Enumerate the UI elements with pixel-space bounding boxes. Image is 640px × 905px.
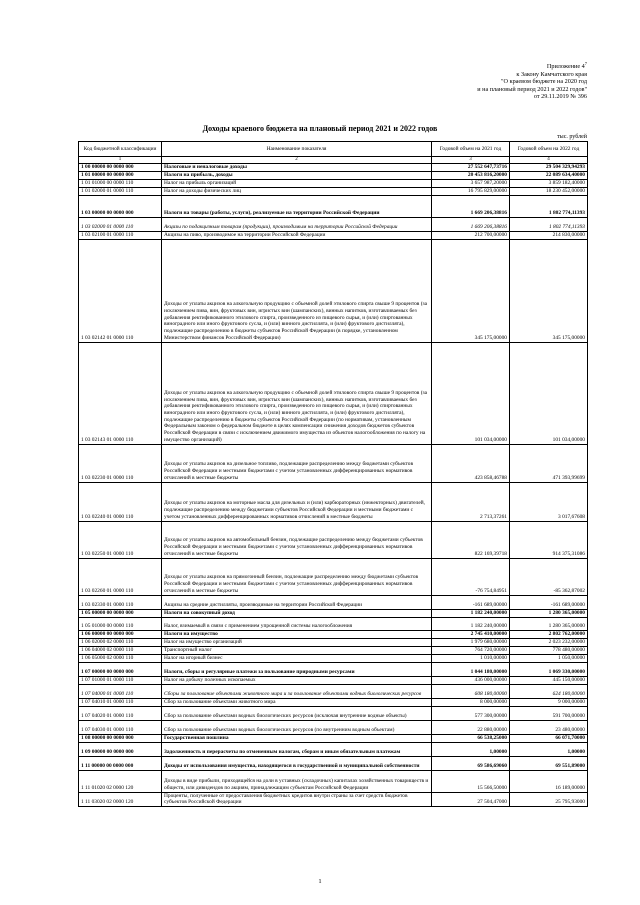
column-header-name: Наименование показателя [162,142,432,157]
row-name: Налоги, сборы и регулярные платежи за пользование природными ресурсами [162,662,432,676]
row-code: 1 07 04000 01 0000 110 [79,684,162,698]
table-row [79,195,588,217]
appendix-line-5: от 29.11.2019 № 396 [533,93,587,101]
row-value-2022: 1 069 330,00000 [510,662,588,676]
row-value-2022: 1 050,00000 [510,654,588,662]
row-code: 1 01 01000 00 0000 110 [79,179,162,187]
row-value-2021: 577 300,00000 [432,706,510,720]
row-name: Сбор за пользование объектами животного мира [162,698,432,706]
row-code: 1 01 02000 01 0000 110 [79,187,162,195]
row-name: Транспортный налог [162,646,432,654]
row-name: Сбор за пользование объектами водных биологических ресурсов (по внутренним водным объектам) [162,720,432,734]
row-value-2021: 22 880,00000 [432,720,510,734]
table-row [79,171,588,179]
table-row [79,617,588,630]
row-name: Доходы от уплаты акцизов на алкогольную продукцию с объемной долей этилового спирта свыше 9 процентов (за исключением пива, вин, фруктовых вин, игристых вин (шампанских), винных напитков, изготавливаемых без добавления ректификованного этилового спирта, произведенного из пищевого сырья, и (или) спиртованных виноградного или иного фруктового сусла, и (или) винного дистиллята, и (или) фруктового дистиллята), подлежащие распределению в бюджеты субъектов Российской Федерации (по нормативам, установленным Федеральным законом о федеральном бюджете в целях компенсации снижения доходов бюджетов субъектов Российской Федерации в связи с исключением движимого имущества из объектов налогообложения по налогу на имущество организаций) [162,342,432,444]
row-name: Доходы от уплаты акцизов на прямогонный бензин, подлежащие распределению между бюджетами субъектов Российской Федерации и местными бюджетами с учетом установленных дифференцированных нормативов отчислений в местные бюджеты [162,558,432,595]
table-row [79,684,588,698]
row-value-2022: 3 017,67608 [510,482,588,521]
column-index: 1 [79,157,162,164]
row-code: 1 03 02230 01 0000 110 [79,444,162,482]
column-header-2022: Годовой объем на 2022 год [510,142,588,157]
row-value-2021: 15 566,50000 [432,770,510,792]
column-header-2021: Годовой объем на 2021 год [432,142,510,157]
appendix-line-4: и на плановый период 2021 и 2022 годов" [477,85,587,93]
row-code: 1 03 02142 01 0000 110 [79,239,162,342]
row-value-2021: 20 453 816,20000 [432,171,510,179]
row-code: 1 07 04020 01 0000 110 [79,706,162,720]
row-value-2021: 1,00000 [432,742,510,756]
table-body [79,163,588,806]
row-value-2021: -161 689,00000 [432,595,510,609]
row-name: Налог на имущество организаций [162,638,432,646]
row-value-2021: 212 700,00000 [432,231,510,239]
row-code: 1 07 04030 01 0000 110 [79,720,162,734]
row-code: 1 00 00000 00 0000 000 [79,163,162,171]
row-value-2022: 9 000,00000 [510,698,588,706]
row-code: 1 07 00000 00 0000 000 [79,662,162,676]
row-value-2022: 2 802 762,00000 [510,630,588,638]
row-name: Налоги на совокупный доход [162,609,432,617]
row-value-2021: 2 745 410,00000 [432,630,510,638]
row-name: Доходы от уплаты акцизов на дизельное топливо, подлежащие распределению между бюджетами субъектов Российской Федерации и местными бюджетами с учетом установленных дифференцированных нормативов отчислений в местные бюджеты [162,444,432,482]
revenue-table [78,141,588,807]
row-code: 1 11 01020 02 0000 120 [79,770,162,792]
row-value-2021: -76 754,84951 [432,558,510,595]
row-value-2022: 778 480,00000 [510,646,588,654]
row-value-2022: 3 859 182,40000 [510,179,588,187]
row-value-2021: 16 795 829,00000 [432,187,510,195]
row-value-2021: 1 669 206,38816 [432,217,510,231]
table-row [79,187,588,195]
row-value-2021: 1 182 240,00000 [432,617,510,630]
row-code: 1 01 00000 00 0000 000 [79,171,162,179]
row-name: Налог на доходы физических лиц [162,187,432,195]
table-row [79,630,588,638]
row-value-2022: 214 830,00000 [510,231,588,239]
row-value-2022: 591 700,00000 [510,706,588,720]
row-value-2022: 101 034,00000 [510,342,588,444]
row-value-2021: 101 034,00000 [432,342,510,444]
table-row [79,163,588,171]
row-code: 1 09 00000 00 0000 000 [79,742,162,756]
table-row [79,654,588,662]
row-code: 1 03 02240 01 0000 110 [79,482,162,521]
table-row [79,444,588,482]
table-row [79,676,588,684]
row-value-2022: 16 189,00000 [510,770,588,792]
table-row [79,342,588,444]
table-row [79,646,588,654]
row-code: 1 03 02100 01 0000 110 [79,231,162,239]
row-name: Доходы от уплаты акцизов на моторные масла для дизельных и (или) карбюраторных (инжекторных) двигателей, подлежащие распределению между бюджетами субъектов Российской Федерации и местными бюджетами с учетом установленных дифференцированных нормативов отчислений в местные бюджеты [162,482,432,521]
row-value-2021: 1 669 206,38816 [432,195,510,217]
row-name: Налоги на имущество [162,630,432,638]
row-code: 1 06 05000 02 0000 110 [79,654,162,662]
row-name: Государственная пошлина [162,734,432,742]
row-value-2022: 1 280 365,00000 [510,617,588,630]
row-code: 1 06 00000 00 0000 000 [79,630,162,638]
page-number: 1 [318,878,322,885]
row-name: Доходы от использования имущества, находящегося в государственной и муниципальной собственности [162,756,432,770]
row-value-2021: 69 586,69060 [432,756,510,770]
document-title: Доходы краевого бюджета на плановый период 2021 и 2022 годов [202,124,438,133]
row-value-2022: 445 150,00000 [510,676,588,684]
table-row [79,179,588,187]
table-row [79,720,588,734]
row-name: Налоговые и неналоговые доходы [162,163,432,171]
row-value-2021: 822 169,39718 [432,521,510,558]
row-name: Налоги на товары (работы, услуги), реализуемые на территории Российской Федерации [162,195,432,217]
table-row [79,770,588,792]
table-header-row [79,142,588,157]
row-value-2022: -161 689,00000 [510,595,588,609]
row-value-2022: 1 280 365,00000 [510,609,588,617]
table-row [79,217,588,231]
row-value-2022: 1,00000 [510,742,588,756]
row-value-2022: 66 071,70000 [510,734,588,742]
row-code: 1 07 04010 01 0000 110 [79,698,162,706]
column-header-code: Код бюджетной классификации [79,142,162,157]
table-row [79,558,588,595]
table-row [79,742,588,756]
row-code: 1 03 00000 00 0000 000 [79,195,162,217]
row-value-2022: 25 795,93000 [510,792,588,806]
row-name: Налог, взимаемый в связи с применением упрощенной системы налогообложения [162,617,432,630]
row-value-2021: 436 000,00000 [432,676,510,684]
row-code: 1 11 00000 00 0000 000 [79,756,162,770]
row-code: 1 03 02000 01 0000 110 [79,217,162,231]
table-row [79,734,588,742]
row-value-2021: 1 979 680,00000 [432,638,510,646]
table-row [79,521,588,558]
row-code: 1 03 02330 01 0000 110 [79,595,162,609]
row-value-2022: -85 362,87002 [510,558,588,595]
row-name: Сбор за пользование объектами водных биологических ресурсов (исключая внутренние водные объекты) [162,706,432,720]
column-index: 4 [510,157,588,164]
row-value-2021: 27 504,47000 [432,792,510,806]
row-value-2022: 1 802 774,11393 [510,217,588,231]
row-name: Акцизы на пиво, производимое на территории Российской Федерации [162,231,432,239]
row-value-2022: 69 551,89000 [510,756,588,770]
column-index: 3 [432,157,510,164]
table-row [79,239,588,342]
row-value-2021: 8 000,00000 [432,698,510,706]
appendix-line-3: "О краевом бюджете на 2020 год [501,78,587,86]
table-row [79,698,588,706]
row-value-2021: 764 720,00000 [432,646,510,654]
row-value-2021: 3 657 987,20000 [432,179,510,187]
row-value-2021: 345 175,00000 [432,239,510,342]
row-value-2021: 608 180,00000 [432,684,510,698]
row-code: 1 06 04000 02 0000 110 [79,646,162,654]
row-value-2022: 1 802 774,11393 [510,195,588,217]
appendix-line-1: Приложение $4^7$ [546,61,587,71]
row-name: Налог на прибыль организаций [162,179,432,187]
row-value-2022: 345 175,00000 [510,239,588,342]
row-value-2021: 1 182 240,00000 [432,609,510,617]
table-row [79,706,588,720]
row-code: 1 05 01000 00 0000 110 [79,617,162,630]
row-name: Доходы в виде прибыли, приходящейся на доли в уставных (складочных) капиталах хозяйственных товариществ и обществ, или дивидендов по акциям, принадлежащим субъектам Российской Федерации [162,770,432,792]
column-index: 2 [162,157,432,164]
row-value-2022: 624 180,00000 [510,684,588,698]
row-value-2022: 914 375,31086 [510,521,588,558]
row-value-2022: 29 504 329,94293 [510,163,588,171]
table-row [79,638,588,646]
row-name: Доходы от уплаты акцизов на автомобильный бензин, подлежащие распределению между бюджетами субъектов Российской Федерации и местными бюджетами с учетом установленных дифференцированных нормативов отчислений в местные бюджеты [162,521,432,558]
table-row [79,756,588,770]
row-value-2022: 23 480,00000 [510,720,588,734]
row-value-2022: 22 089 634,40000 [510,171,588,179]
table-row [79,231,588,239]
row-name: Акцизы на средние дистилляты, производимые на территории Российской Федерации [162,595,432,609]
unit-label: тыс. рублей [557,134,587,140]
row-value-2021: 423 858,46788 [432,444,510,482]
row-code: 1 03 02260 01 0000 110 [79,558,162,595]
row-code: 1 08 00000 00 0000 000 [79,734,162,742]
row-name: Доходы от уплаты акцизов на алкогольную продукцию с объемной долей этилового спирта свыше 9 процентов (за исключением пива, вин, фруктовых вин, игристых вин (шампанских), винных напитков, изготавливаемых без добавления ректификованного этилового спирта, произведенного из пищевого сырья, и (или) спиртованных виноградного или иного фруктового сусла, и (или) винного дистиллята, и (или) фруктового дистиллята), подлежащие распределению в бюджеты субъектов Российской Федерации (в порядке, установленном Министерством финансов Российской Федерации) [162,239,432,342]
row-value-2022: 2 023 232,00000 [510,638,588,646]
table-row [79,792,588,806]
appendix-line-2: к Закону Камчатского края [516,70,587,78]
table-row [79,662,588,676]
table-row [79,482,588,521]
row-value-2021: 2 713,37261 [432,482,510,521]
row-value-2021: 1 044 180,00000 [432,662,510,676]
row-value-2022: 18 230 452,00000 [510,187,588,195]
row-name: Задолженность и перерасчеты по отмененным налогам, сборам и иным обязательным платежам [162,742,432,756]
row-name: Акцизы по подакцизным товарам (продукции), производимым на территории Российской Федерации [162,217,432,231]
table-row [79,595,588,609]
row-name: Налоги на прибыль, доходы [162,171,432,179]
row-code: 1 11 03020 02 0000 120 [79,792,162,806]
row-code: 1 03 02250 01 0000 110 [79,521,162,558]
row-value-2021: 1 010,00000 [432,654,510,662]
table-row [79,609,588,617]
row-name: Налог на добычу полезных ископаемых [162,676,432,684]
row-code: 1 05 00000 00 0000 000 [79,609,162,617]
row-code: 1 03 02143 01 0000 110 [79,342,162,444]
row-value-2022: 471 393,99699 [510,444,588,482]
row-name: Проценты, полученные от предоставления бюджетных кредитов внутри страны за счет средств бюджетов субъектов Российской Федерации [162,792,432,806]
row-code: 1 07 01000 01 0000 110 [79,676,162,684]
row-name: Налог на игорный бизнес [162,654,432,662]
row-value-2021: 27 552 647,73716 [432,163,510,171]
row-code: 1 06 02000 02 0000 110 [79,638,162,646]
row-name: Сборы за пользование объектами животного мира и за пользование объектами водных биологических ресурсов [162,684,432,698]
appendix-block [367,60,587,101]
row-value-2021: 66 538,25000 [432,734,510,742]
